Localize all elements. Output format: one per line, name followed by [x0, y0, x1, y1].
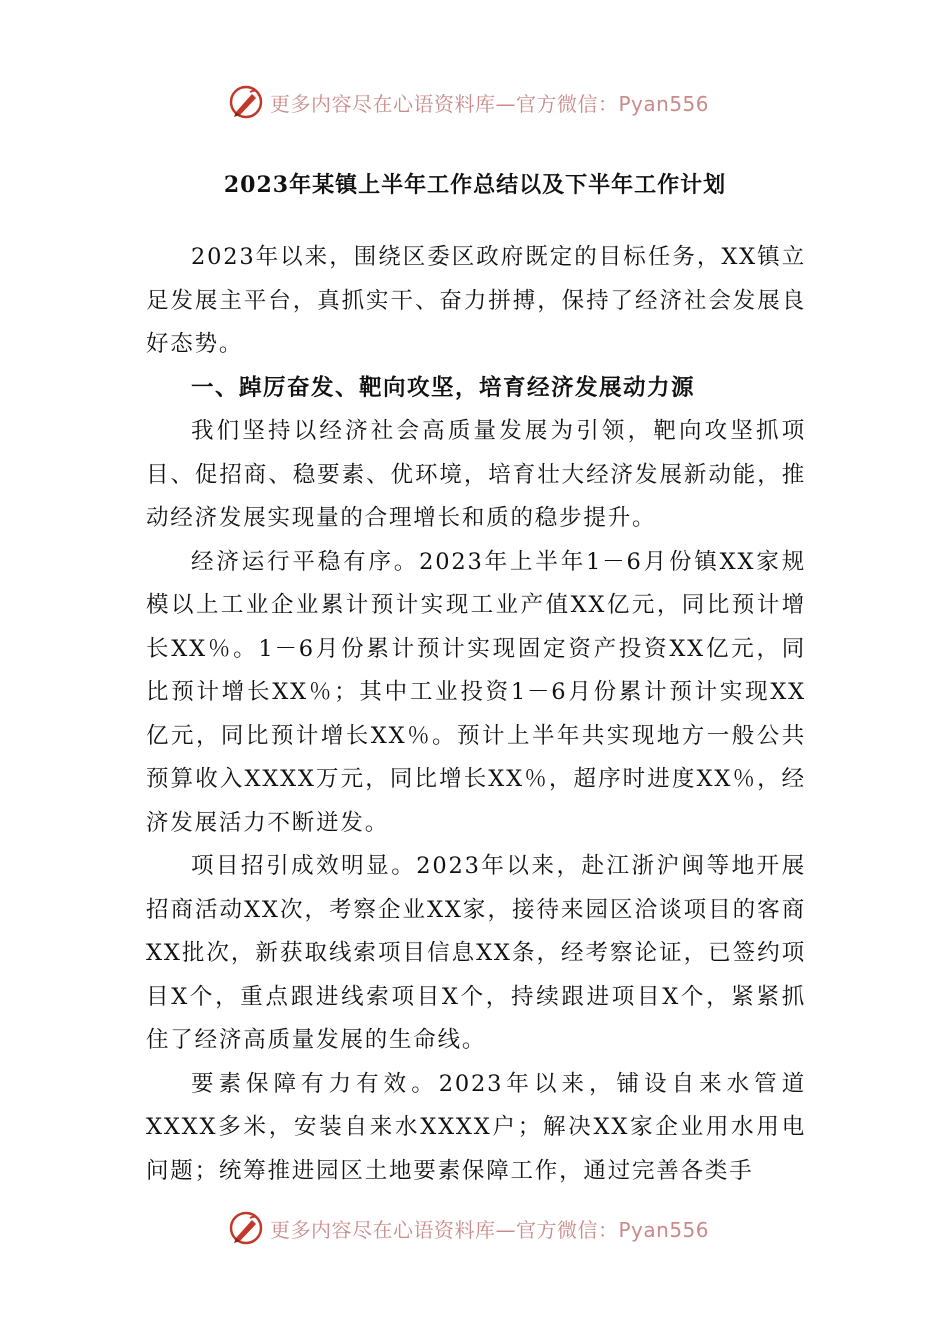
- body-paragraph: 我们坚持以经济社会高质量发展为引领，靶向攻坚抓项目、促招商、稳要素、优环境，培育壮大经济发展新动能，推动经济发展实现量的合理增长和质的稳步提升。: [146, 418, 806, 531]
- body-paragraph-projects: 项目招引成效明显。2023年以来，赴江浙沪闽等地开展招商活动XX次，考察企业XX家，接待来园区洽谈项目的客商XX批次，新获取线索项目信息XX条，经考察论证，已签约项目X个，重点跟进线索项目X个，持续跟进项目X个，紧紧抓住了经济高质量发展的生命线。: [146, 853, 806, 1053]
- pen-logo-icon: [228, 1210, 264, 1246]
- header-watermark-banner: [228, 82, 709, 122]
- pen-logo-icon: [228, 84, 264, 120]
- section-heading: 一、踔厉奋发、靶向攻坚，培育经济发展动力源: [191, 374, 696, 401]
- body-paragraph-resources: 要素保障有力有效。2023年以来，铺设自来水管道XXXX多米，安装自来水XXXX户；解决XX家企业用水用电问题；统筹推进园区土地要素保障工作，通过完善各类手: [146, 1070, 806, 1184]
- document-body: [146, 236, 806, 1193]
- header-watermark-text: 更多内容尽在心语资料库—官方微信：Pyan556: [270, 91, 710, 116]
- footer-watermark-banner: [228, 1208, 709, 1248]
- intro-paragraph: 2023年以来，围绕区委区政府既定的目标任务，XX镇立足发展主平台，真抓实干、奋力拼搏，保持了经济社会发展良好态势。: [146, 244, 806, 357]
- document-title: 2023年某镇上半年工作总结以及下半年工作计划: [223, 172, 727, 198]
- body-paragraph-economy: 经济运行平稳有序。2023年上半年1－6月份镇XX家规模以上工业企业累计预计实现工业产值XX亿元，同比预计增长XX％。1－6月份累计预计实现固定资产投资XX亿元，同比预计增长XX％；其中工业投资1－6月份累计预计实现XX亿元，同比预计增长XX％。预计上半年共实现地方一般公共预算收入XXXX万元，同比增长XX％，超序时进度XX％，经济发展活力不断迸发。: [146, 548, 806, 836]
- footer-watermark-text: 更多内容尽在心语资料库—官方微信：Pyan556: [270, 1217, 710, 1242]
